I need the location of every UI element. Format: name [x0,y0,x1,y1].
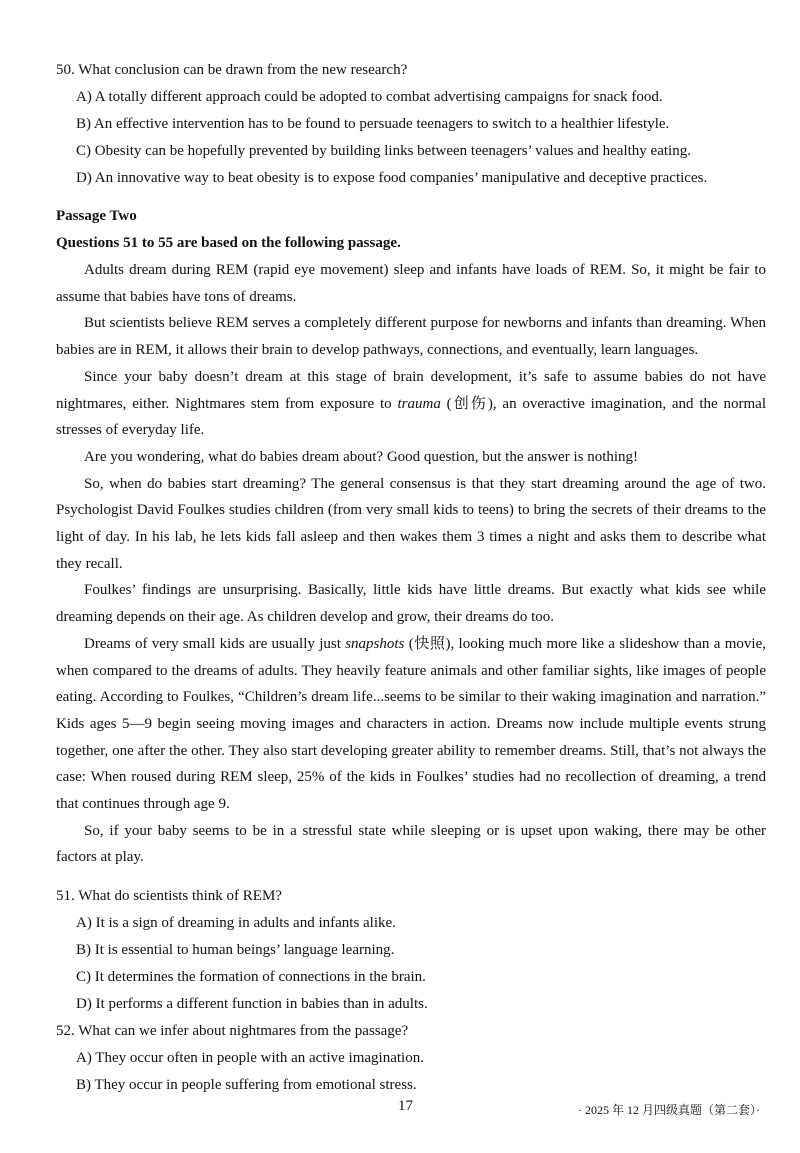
question-51 [56,883,766,1018]
paragraph-3: Since your baby doesn’t dream at this stage of brain development, it’s safe to assume babies do not have nightmares, either. Nightmares stem from exposure to trauma (创伤), an overactive imagination, and the normal stresses of everyday life. [56,368,766,439]
option-c: C) Obesity can be hopefully prevented by building links between teenagers’ values and healthy eating. [76,143,691,159]
italic-term: trauma [397,395,441,412]
paragraph-7: Dreams of very small kids are usually just snapshots (快照), looking much more like a slideshow than a movie, when compared to the dreams of adults. They heavily feature animals and other familiar sights, like images of people eating. According to Foulkes, “Children’s dream life...seems to be similar to their waking imagination and narration.” Kids ages 5—9 begin seeing moving images and characters in action. Dreams now include multiple events strung together, one after the other. They also start developing greater ability to remember dreams. Still, that’s not always the case: When roused during REM sleep, 25% of the kids in Foulkes’ studies had no recollection of dreaming, a trend that continues through age 9. [56,635,766,813]
italic-term: snapshots [345,635,405,652]
option-b: B) It is essential to human beings’ language learning. [76,942,395,958]
paragraph-2: But scientists believe REM serves a completely different purpose for newborns and infants than dreaming. When babies are in REM, it allows their brain to develop pathways, connections, and eventually, learn languages. [56,315,766,359]
page-number: 17 [398,1098,413,1114]
option-d: D) It performs a different function in babies than in adults. [76,996,428,1012]
paragraph-6: Foulkes’ findings are unsurprising. Basically, little kids have little dreams. But exactly what kids see while dreaming depends on their age. As children develop and grow, their dreams do too. [56,582,766,626]
passage-instruction: Questions 51 to 55 are based on the following passage. [56,235,401,251]
option-a: A) They occur often in people with an active imagination. [76,1050,424,1066]
paragraph-8: So, if your baby seems to be in a stressful state while sleeping or is upset upon waking, there may be other factors at play. [56,822,766,866]
question-stem: 51. What do scientists think of REM? [56,888,282,904]
option-b: B) They occur in people suffering from emotional stress. [76,1077,417,1093]
option-b: B) An effective intervention has to be found to persuade teenagers to switch to a healthier lifestyle. [76,116,670,132]
option-a: A) A totally different approach could be adopted to combat advertising campaigns for snack food. [76,89,663,105]
paragraph-1: Adults dream during REM (rapid eye movement) sleep and infants have loads of REM. So, it might be fair to assume that babies have tons of dreams. [56,262,766,305]
passage-title: Passage Two [56,208,137,224]
question-50 [56,57,766,192]
paragraph-5: So, when do babies start dreaming? The general consensus is that they start dreaming around the age of two. Psychologist David Foulkes studies children (from very small kids to teens) to bring the secrets of their dreams to the light of day. In his lab, he lets kids fall asleep and then wakes them 3 times a night and asks them to describe what they recall. [56,475,766,572]
question-stem: 50. What conclusion can be drawn from the new research? [56,62,408,78]
paragraph-4: Are you wondering, what do babies dream about? Good question, but the answer is nothing! [84,448,639,465]
option-c: C) It determines the formation of connections in the brain. [76,969,426,985]
option-d: D) An innovative way to beat obesity is to expose food companies’ manipulative and deceptive practices. [76,170,708,186]
exam-label: · 2025 年 12 月四级真题（第二套）· [578,1103,760,1117]
question-52 [56,1018,766,1099]
passage-two [56,203,766,871]
question-stem: 52. What can we infer about nightmares from the passage? [56,1023,409,1039]
option-a: A) It is a sign of dreaming in adults and infants alike. [76,915,396,931]
